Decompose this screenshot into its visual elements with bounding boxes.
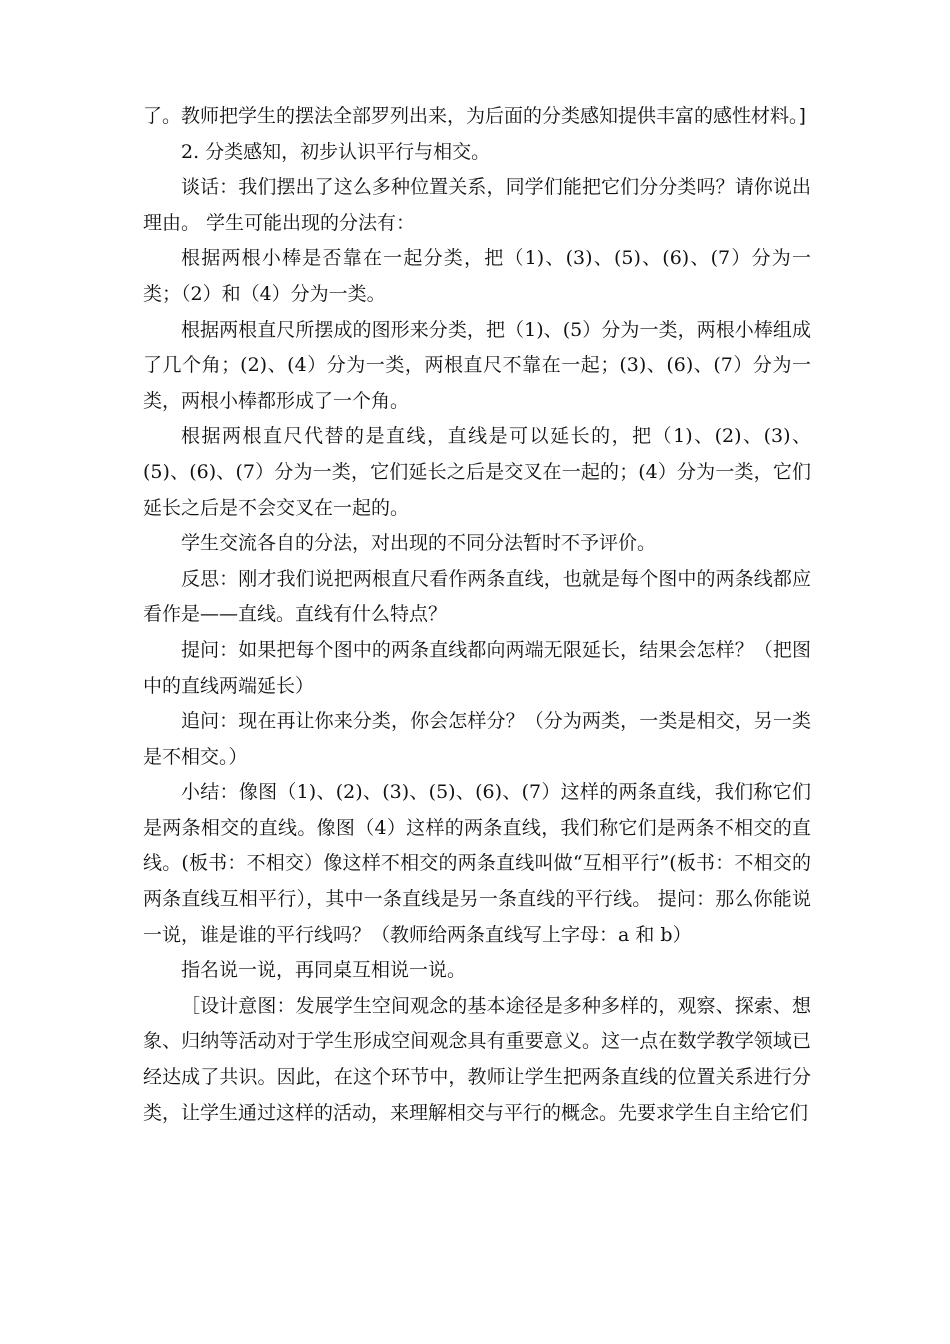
paragraph-talk: 谈话：我们摆出了这么多种位置关系，同学们能把它们分分类吗？请你说出理由。 学生可能出现的分法有： <box>143 176 811 234</box>
paragraph-summary: 小结：像图（1)、(2)、(3)、(5)、(6)、(7）这样的两条直线，我们称它们是两条相交的直线。像图（4）这样的两条直线，我们称它们是两条不相交的直线。(板书：不相交）像这样不相交的两条直线叫做“互相平行”(板书：不相交的两条直线互相平行），其中一条直线是另一条直线的平行线。 提问：那么你能说一说，谁是谁的平行线吗？（教师给两条直线写上字母：a 和 b） <box>143 781 811 946</box>
paragraph-follow-up: 追问：现在再让你来分类，你会怎样分？（分为两类，一类是相交，另一类是不相交。） <box>143 710 811 768</box>
paragraph-method-3: 根据两根直尺代替的是直线，直线是可以延长的，把（1)、(2)、(3)、(5)、(6)、(7）分为一类，它们延长之后是交叉在一起的；(4）分为一类，它们延长之后是不会交叉在一起的。 <box>143 425 811 519</box>
paragraph-design-intent-end: 了。教师把学生的摆法全部罗列出来，为后面的分类感知提供丰富的感性材料。] <box>143 105 806 127</box>
paragraph-method-2: 根据两根直尺所摆成的图形来分类，把（1)、(5）分为一类，两根小棒组成了几个角；(2)、(4）分为一类，两根直尺不靠在一起；(3)、(6)、(7）分为一类，两根小棒都形成了一个角。 <box>143 318 811 412</box>
paragraph-design-intent: ［设计意图：发展学生空间观念的基本途径是多种多样的，观察、探索、想象、归纳等活动对于学生形成空间观念具有重要意义。这一点在数学教学领域已经达成了共识。因此，在这个环节中，教师让学生把两条直线的位置关系进行分类，让学生通过这样的活动，来理解相交与平行的概念。先要求学生自主给它们 <box>143 994 811 1124</box>
paragraph-peer-talk: 指名说一说，再同桌互相说一说。 <box>181 959 467 982</box>
paragraph-question: 提问：如果把每个图中的两条直线都向两端无限延长，结果会怎样？（把图中的直线两端延长） <box>143 638 811 697</box>
paragraph-section-heading: 2. 分类感知，初步认识平行与相交。 <box>181 140 491 163</box>
paragraph-exchange: 学生交流各自的分法，对出现的不同分法暂时不予评价。 <box>181 532 657 555</box>
paragraph-reflection: 反思：刚才我们说把两根直尺看作两条直线，也就是每个图中的两条线都应看作是——直线。直线有什么特点？ <box>143 567 811 626</box>
paragraph-method-1: 根据两根小棒是否靠在一起分类，把（1)、(3)、(5)、(6)、(7）分为一类；（2）和（4）分为一类。 <box>143 247 811 305</box>
document-body <box>143 99 811 1131</box>
